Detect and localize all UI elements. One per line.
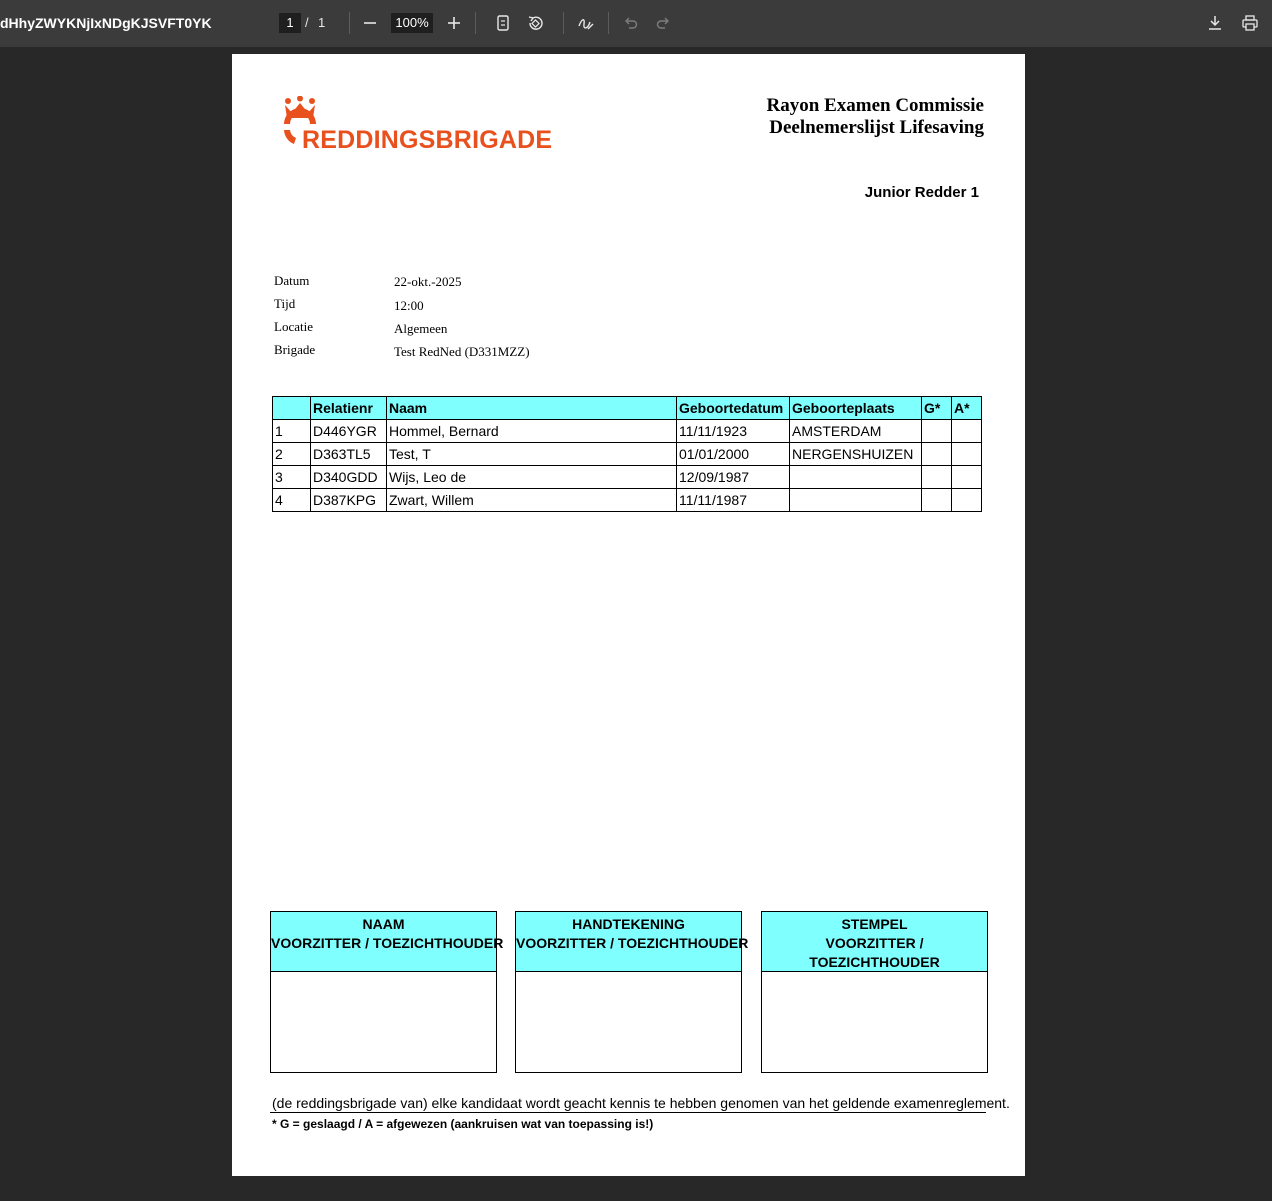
table-cell: D387KPG bbox=[311, 489, 387, 512]
table-cell bbox=[952, 420, 982, 443]
info-label-tijd: Tijd bbox=[274, 296, 296, 311]
info-value-tijd: 12:00 bbox=[394, 298, 424, 313]
signature-box-handtekening bbox=[515, 911, 749, 1073]
table-cell bbox=[790, 489, 922, 512]
logo-wordmark: REDDINGSBRIGADE bbox=[302, 126, 553, 154]
print-icon[interactable] bbox=[1238, 11, 1262, 35]
table-cell: D340GDD bbox=[311, 466, 387, 489]
table-cell: 1 bbox=[273, 420, 311, 443]
footer-note: (de reddingsbrigade van) elke kandidaat wordt geacht kennis te hebben genomen van het geldende examenreglement. bbox=[272, 1095, 1010, 1111]
table-cell: 11/11/1987 bbox=[677, 489, 790, 512]
table-cell: 11/11/1923 bbox=[677, 420, 790, 443]
table-cell: 2 bbox=[273, 443, 311, 466]
zoom-out-icon[interactable] bbox=[358, 11, 382, 35]
signature-box-header bbox=[271, 912, 504, 972]
column-header: Geboorteplaats bbox=[790, 397, 922, 420]
signature-header-line: HANDTEKENING bbox=[572, 916, 685, 932]
column-header: Naam bbox=[387, 397, 677, 420]
info-value-locatie: Algemeen bbox=[394, 321, 448, 336]
signature-header-line: VOORZITTER / bbox=[825, 935, 924, 951]
toolbar-divider bbox=[349, 12, 350, 34]
info-label-datum: Datum bbox=[274, 273, 310, 288]
header-subtitle: Deelnemerslijst Lifesaving bbox=[769, 117, 984, 138]
table-cell: 3 bbox=[273, 466, 311, 489]
signature-box-header bbox=[762, 912, 987, 972]
signature-header-line: VOORZITTER / TOEZICHTHOUDER bbox=[516, 935, 749, 951]
page-total: 1 bbox=[318, 15, 326, 30]
course-name: Junior Redder 1 bbox=[864, 184, 979, 201]
header-title: Rayon Examen Commissie bbox=[766, 95, 984, 116]
download-icon[interactable] bbox=[1203, 11, 1227, 35]
toolbar-divider bbox=[475, 12, 476, 34]
table-cell: 4 bbox=[273, 489, 311, 512]
table-cell bbox=[790, 466, 922, 489]
info-label-locatie: Locatie bbox=[274, 319, 313, 334]
toolbar-divider bbox=[563, 12, 564, 34]
column-header: G* bbox=[922, 397, 952, 420]
table-cell bbox=[952, 466, 982, 489]
table-cell bbox=[922, 420, 952, 443]
column-header: A* bbox=[952, 397, 982, 420]
table-header-row bbox=[273, 397, 982, 420]
table-cell bbox=[952, 443, 982, 466]
zoom-level-input[interactable]: 100% bbox=[391, 13, 433, 33]
pdf-toolbar bbox=[0, 0, 1272, 47]
fit-page-icon[interactable] bbox=[491, 11, 515, 35]
table-cell: D446YGR bbox=[311, 420, 387, 443]
page-number-input[interactable]: 1 bbox=[279, 13, 301, 33]
table-cell: 01/01/2000 bbox=[677, 443, 790, 466]
table-cell: Test, T bbox=[387, 443, 677, 466]
signature-header-line: VOORZITTER / TOEZICHTHOUDER bbox=[271, 935, 504, 951]
rotate-icon[interactable] bbox=[523, 11, 547, 35]
signature-header-line: NAAM bbox=[362, 916, 405, 932]
table-cell: Zwart, Willem bbox=[387, 489, 677, 512]
candidates-table bbox=[272, 396, 982, 512]
table-cell: Hommel, Bernard bbox=[387, 420, 677, 443]
signature-header-line: STEMPEL bbox=[841, 916, 908, 932]
redo-icon[interactable] bbox=[651, 11, 675, 35]
zoom-in-icon[interactable] bbox=[442, 11, 466, 35]
table-cell bbox=[922, 489, 952, 512]
page-separator: / bbox=[305, 15, 309, 30]
table-cell bbox=[952, 489, 982, 512]
toolbar-divider bbox=[608, 12, 609, 34]
info-value-datum: 22-okt.-2025 bbox=[394, 274, 462, 289]
column-header bbox=[273, 397, 311, 420]
info-value-brigade: Test RedNed (D331MZZ) bbox=[394, 344, 530, 359]
pdf-page bbox=[232, 54, 1025, 1176]
draw-icon[interactable] bbox=[574, 11, 598, 35]
table-cell bbox=[922, 466, 952, 489]
table-cell: 12/09/1987 bbox=[677, 466, 790, 489]
column-header: Relatienr bbox=[311, 397, 387, 420]
reddingsbrigade-logo bbox=[280, 96, 570, 156]
signature-box-stempel bbox=[761, 911, 988, 1073]
document-title: dHhyZWYKNjIxNDgKJSVFT0YK bbox=[0, 15, 212, 31]
undo-icon[interactable] bbox=[619, 11, 643, 35]
table-cell: Wijs, Leo de bbox=[387, 466, 677, 489]
table-row bbox=[273, 420, 982, 443]
signature-header-line: TOEZICHTHOUDER bbox=[809, 954, 940, 970]
footer-divider bbox=[270, 1112, 986, 1113]
table-row bbox=[273, 489, 982, 512]
signature-box-header bbox=[516, 912, 749, 972]
table-cell: NERGENSHUIZEN bbox=[790, 443, 922, 466]
table-cell: D363TL5 bbox=[311, 443, 387, 466]
table-cell: AMSTERDAM bbox=[790, 420, 922, 443]
info-label-brigade: Brigade bbox=[274, 342, 316, 357]
table-cell bbox=[922, 443, 952, 466]
column-header: Geboortedatum bbox=[677, 397, 790, 420]
table-row bbox=[273, 443, 982, 466]
legend-note: * G = geslaagd / A = afgewezen (aankruisen wat van toepassing is!) bbox=[272, 1117, 654, 1131]
signature-box-naam bbox=[270, 911, 504, 1073]
table-row bbox=[273, 466, 982, 489]
